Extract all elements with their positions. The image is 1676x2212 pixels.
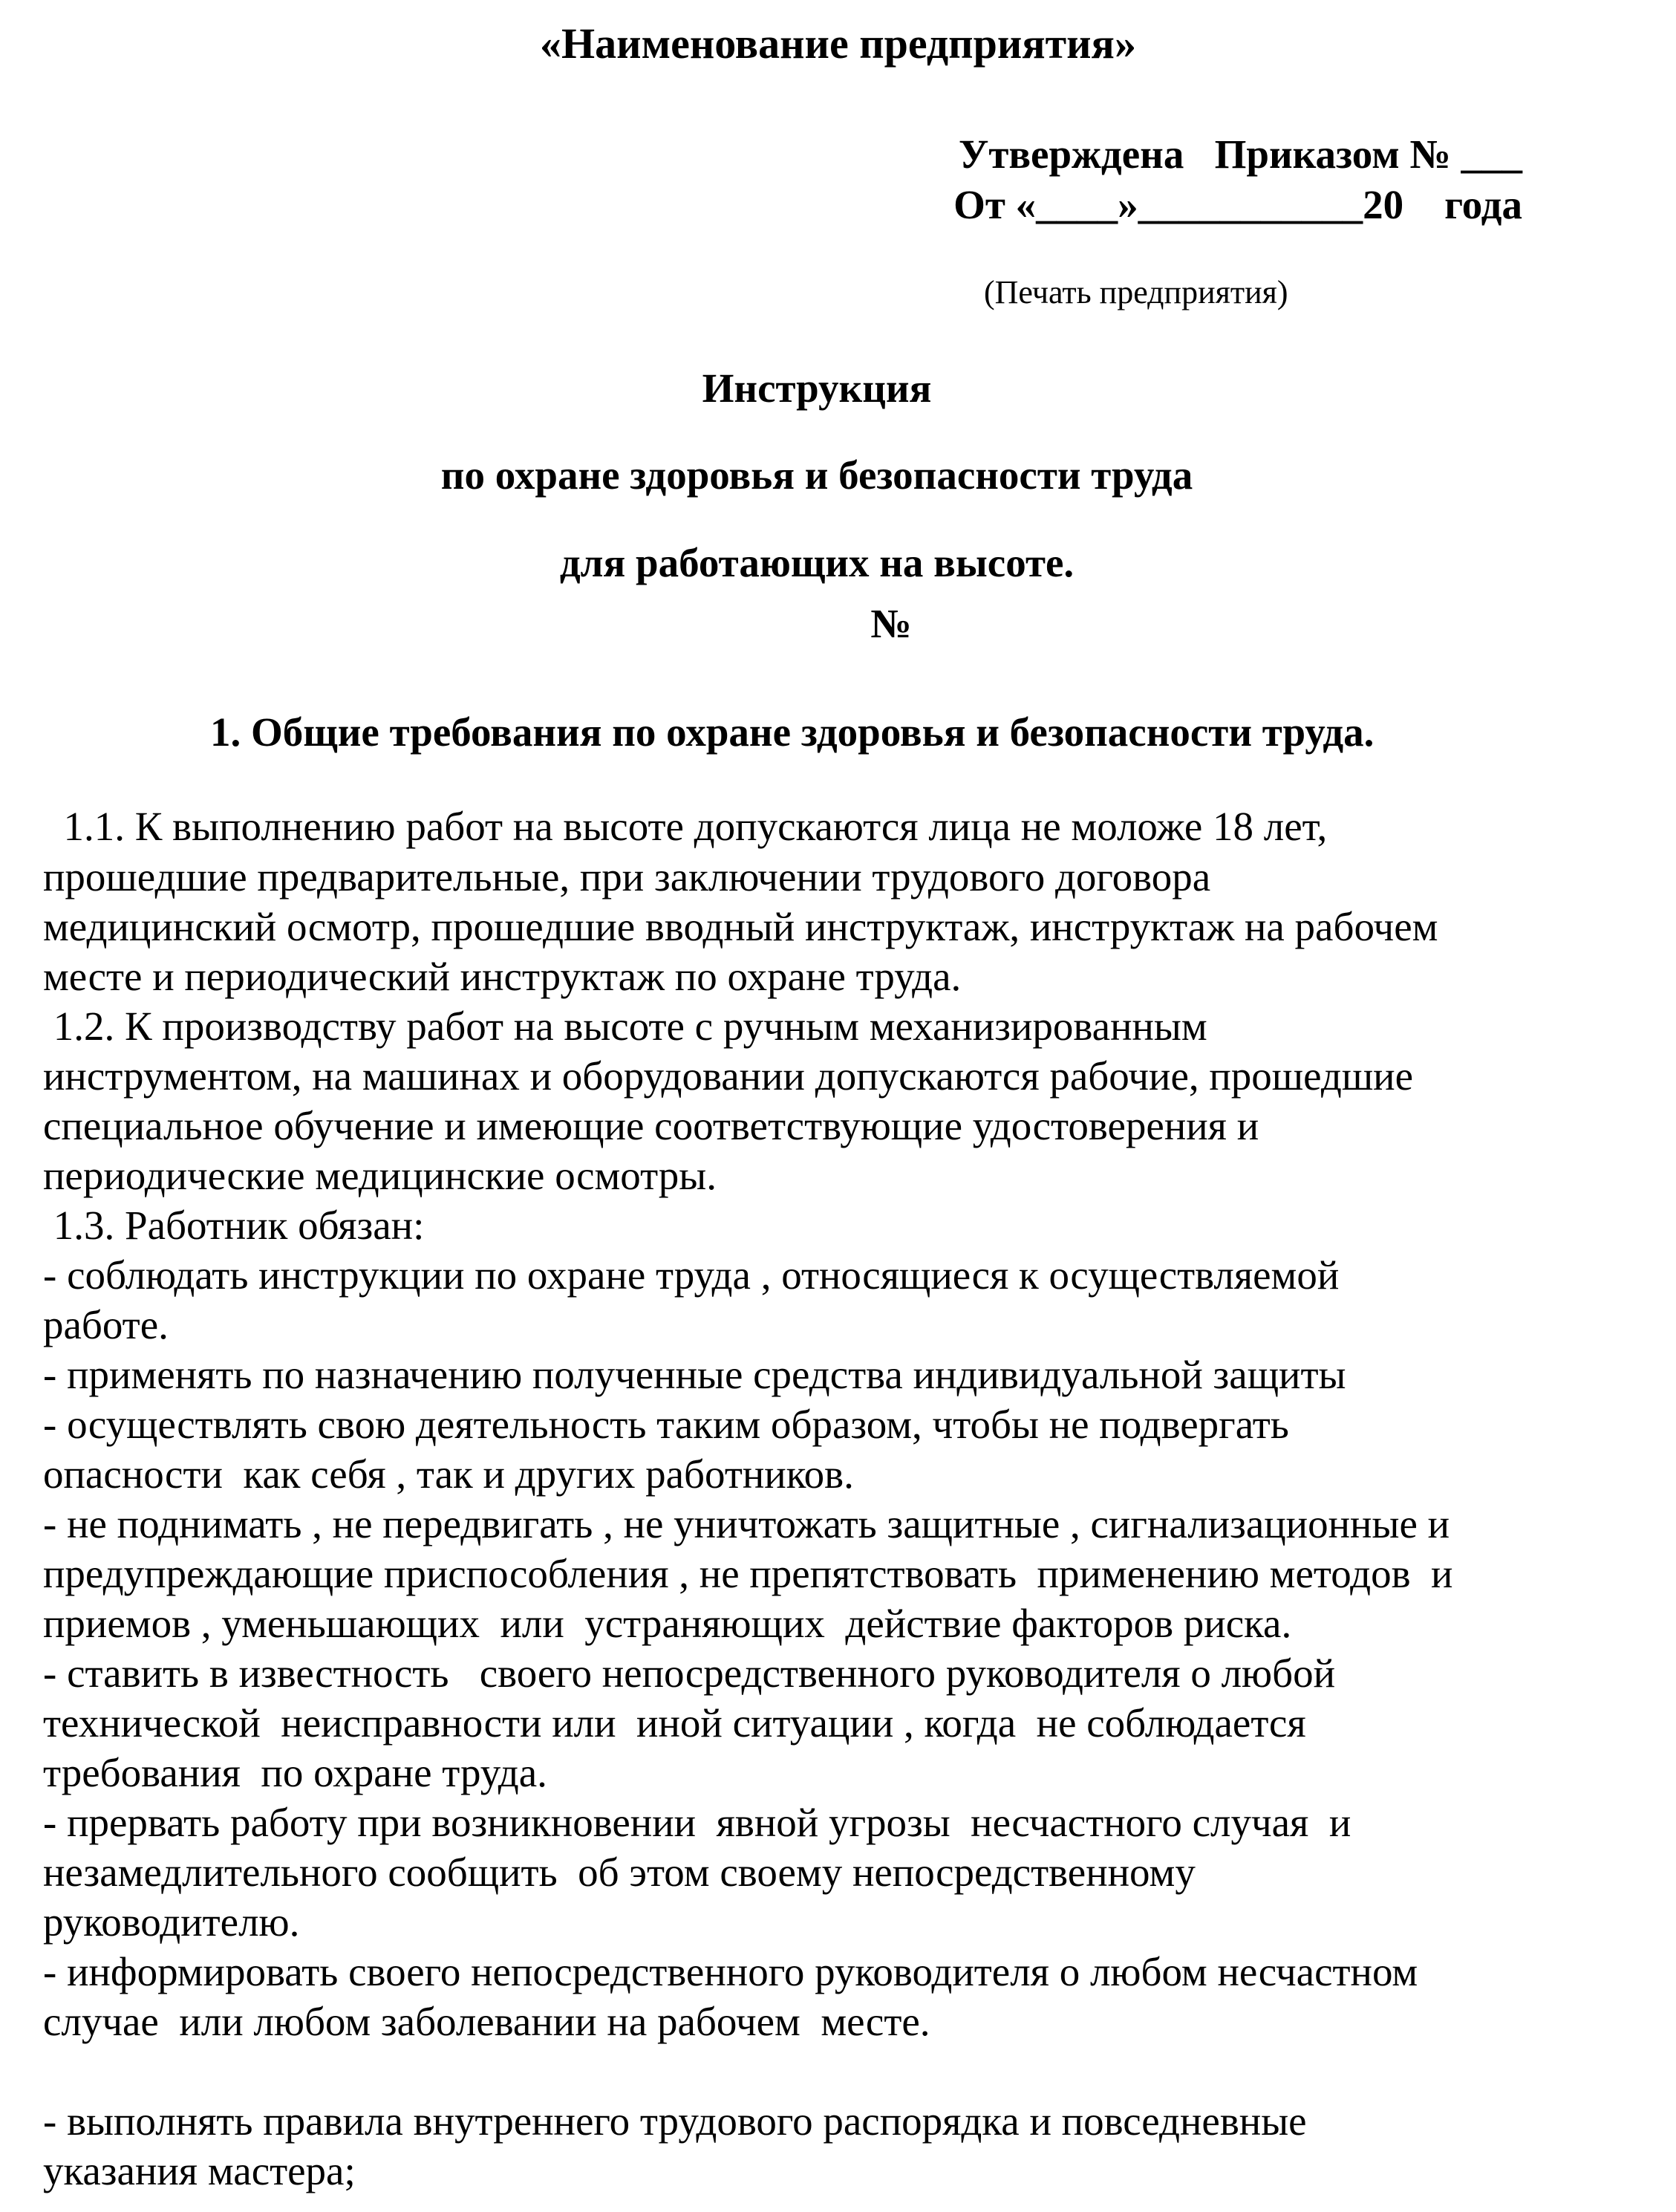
body-line: технической неисправности или иной ситуации , когда не соблюдается	[43, 1700, 1306, 1746]
body-line: - осуществлять свою деятельность таким образом, чтобы не подвергать	[43, 1402, 1289, 1447]
body-line: приемов , уменьшающих или устраняющих действие факторов риска.	[43, 1601, 1292, 1646]
body-line: незамедлительного сообщить об этом своему непосредственному	[43, 1850, 1196, 1895]
body-line: руководителю.	[43, 1899, 300, 1945]
body-line: - соблюдать инструкции по охране труда , относящиеся к осуществляемой	[43, 1252, 1340, 1298]
body-line: работе.	[43, 1302, 169, 1347]
body-line: - прервать работу при возникновении явной угрозы несчастного случая и	[43, 1800, 1351, 1845]
body-line: требования по охране труда.	[43, 1750, 547, 1795]
body-line: 1.3. Работник обязан:	[43, 1203, 425, 1248]
approval-order-line: Утверждена Приказом № ___	[958, 131, 1522, 177]
body-line: предупреждающие приспособления , не препятствовать применению методов и	[43, 1551, 1453, 1596]
section-heading: 1. Общие требования по охране здоровья и безопасности труда.	[210, 709, 1375, 755]
body-line: - выполнять правила внутреннего трудового распорядка и повседневные	[43, 2098, 1307, 2144]
instruction-subtitle: по охране здоровья и безопасности труда	[440, 452, 1193, 498]
body-line: указания мастера;	[43, 2148, 356, 2193]
body-line: - информировать своего непосредственного руководителя о любом несчастном	[43, 1949, 1418, 1994]
body-line: опасности как себя , так и других работников.	[43, 1451, 854, 1497]
instruction-title: Инструкция	[702, 365, 932, 411]
instruction-number: №	[870, 601, 912, 646]
instruction-scope: для работающих на высоте.	[559, 540, 1075, 585]
body-line: случае или любом заболевании на рабочем месте.	[43, 1999, 930, 2044]
body-line: инструментом, на машинах и оборудовании допускаются рабочие, прошедшие	[43, 1053, 1414, 1099]
body-line: медицинский осмотр, прошедшие вводный инструктаж, инструктаж на рабочем	[43, 904, 1438, 949]
body-line: - ставить в известность своего непосредственного руководителя о любой	[43, 1650, 1336, 1696]
body-line: месте и периодический инструктаж по охране труда.	[43, 954, 962, 999]
seal-note: (Печать предприятия)	[984, 274, 1288, 310]
body-line: периодические медицинские осмотры.	[43, 1153, 717, 1198]
approval-date-line: От «____»___________20 года	[953, 182, 1522, 227]
body-line: 1.2. К производству работ на высоте с ручным механизированным	[43, 1003, 1207, 1049]
body-line: - не поднимать , не передвигать , не уничтожать защитные , сигнализационные и	[43, 1501, 1450, 1546]
body-line: 1.1. К выполнению работ на высоте допускаются лица не моложе 18 лет,	[43, 804, 1328, 849]
body-line: специальное обучение и имеющие соответствующие удостоверения и	[43, 1103, 1259, 1148]
company-name: «Наименование предприятия»	[540, 19, 1136, 68]
body-line: прошедшие предварительные, при заключении трудового договора	[43, 854, 1211, 900]
body-line: - применять по назначению полученные средства индивидуальной защиты	[43, 1352, 1346, 1397]
